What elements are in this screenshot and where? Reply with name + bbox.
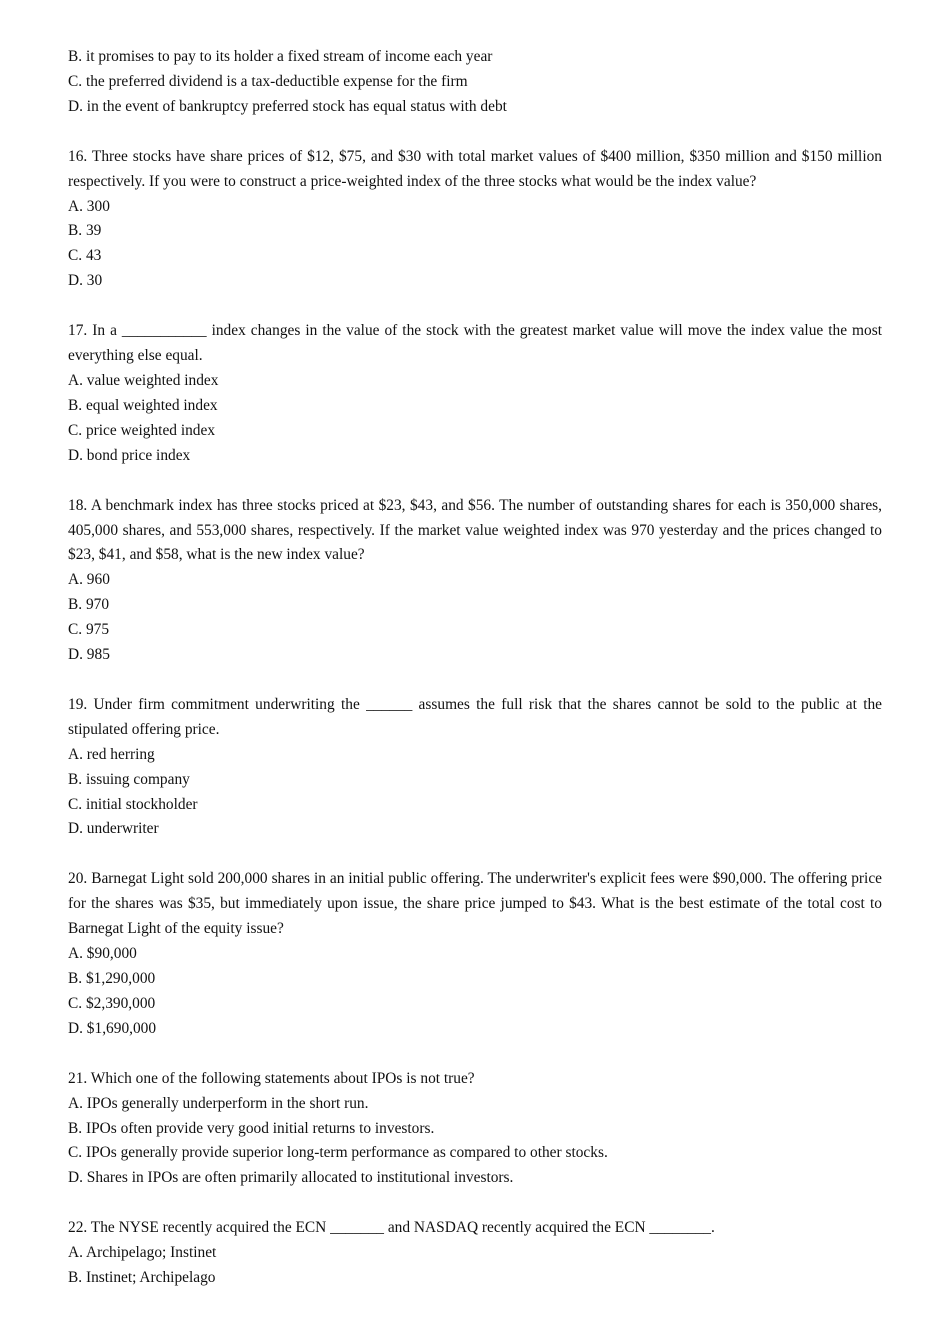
- question-15-continued: [68, 45, 882, 120]
- answer-option: B. $1,290,000: [68, 970, 156, 987]
- question-19: [68, 693, 882, 842]
- question-stem: 19. Under firm commitment underwriting the ______ assumes the full risk that the shares cannot be sold to the public at the stipulated offering price.: [68, 695, 882, 738]
- answer-option: C. price weighted index: [68, 421, 216, 439]
- answer-option: A. IPOs generally underperform in the short run.: [68, 1094, 369, 1112]
- answer-option: A. value weighted index: [68, 371, 219, 389]
- question-stem: 22. The NYSE recently acquired the ECN _______ and NASDAQ recently acquired the ECN ________.: [68, 1219, 715, 1237]
- question-stem: 21. Which one of the following statements about IPOs is not true?: [68, 1069, 475, 1087]
- question-stem: 16. Three stocks have share prices of $12, $75, and $30 with total market values of $400 million, $350 million and $150 million respectively. If you were to construct a price-weighted index of the three stocks what would be the index value?: [68, 147, 882, 190]
- document-page: [68, 45, 882, 1291]
- answer-option: B. equal weighted index: [68, 396, 218, 414]
- answer-option: B. 39: [68, 222, 102, 240]
- question-20: [68, 867, 882, 1041]
- answer-option: C. 975: [68, 621, 110, 639]
- answer-option: C. 43: [68, 247, 102, 265]
- question-17: [68, 319, 882, 468]
- question-stem: 17. In a ___________ index changes in the value of the stock with the greatest market value will move the index value the most everything else equal.: [68, 322, 882, 365]
- answer-option: D. in the event of bankruptcy preferred stock has equal status with debt: [68, 97, 507, 115]
- answer-option: A. red herring: [68, 745, 155, 763]
- question-22: [68, 1216, 882, 1291]
- answer-option: A. 300: [68, 197, 110, 215]
- answer-option: B. Instinet; Archipelago: [68, 1269, 216, 1287]
- answer-option: C. IPOs generally provide superior long-term performance as compared to other stocks.: [68, 1144, 608, 1162]
- answer-option: D. $1,690,000: [68, 1019, 157, 1037]
- answer-option: A. $90,000: [68, 945, 137, 963]
- answer-option: B. 970: [68, 596, 110, 614]
- answer-option: D. 985: [68, 646, 110, 664]
- question-21: [68, 1067, 882, 1192]
- answer-option: B. issuing company: [68, 770, 190, 788]
- answer-option: B. it promises to pay to its holder a fixed stream of income each year: [68, 48, 493, 65]
- question-stem: 20. Barnegat Light sold 200,000 shares in an initial public offering. The underwriter's explicit fees were $90,000. The offering price for the shares was $35, but immediately upon issue, the share price jumped to $43. What is the best estimate of the total cost to Barnegat Light of the equity issue?: [68, 870, 882, 938]
- answer-option: B. IPOs often provide very good initial returns to investors.: [68, 1119, 435, 1137]
- question-16: [68, 145, 882, 294]
- answer-option: A. 960: [68, 571, 110, 589]
- answer-option: D. Shares in IPOs are often primarily allocated to institutional investors.: [68, 1169, 514, 1187]
- answer-option: A. Archipelago; Instinet: [68, 1244, 217, 1262]
- answer-option: C. initial stockholder: [68, 795, 198, 813]
- answer-option: D. underwriter: [68, 820, 159, 838]
- answer-option: D. bond price index: [68, 446, 191, 464]
- question-stem: 18. A benchmark index has three stocks priced at $23, $43, and $56. The number of outstanding shares for each is 350,000 shares, 405,000 shares, and 553,000 shares, respectively. If the market value weighted index was 970 yesterday and the prices changed to $23, $41, and $58, what is the new index value?: [68, 496, 882, 564]
- question-18: [68, 494, 882, 668]
- answer-option: C. $2,390,000: [68, 994, 156, 1012]
- answer-option: D. 30: [68, 272, 103, 290]
- answer-option: C. the preferred dividend is a tax-deductible expense for the firm: [68, 72, 468, 90]
